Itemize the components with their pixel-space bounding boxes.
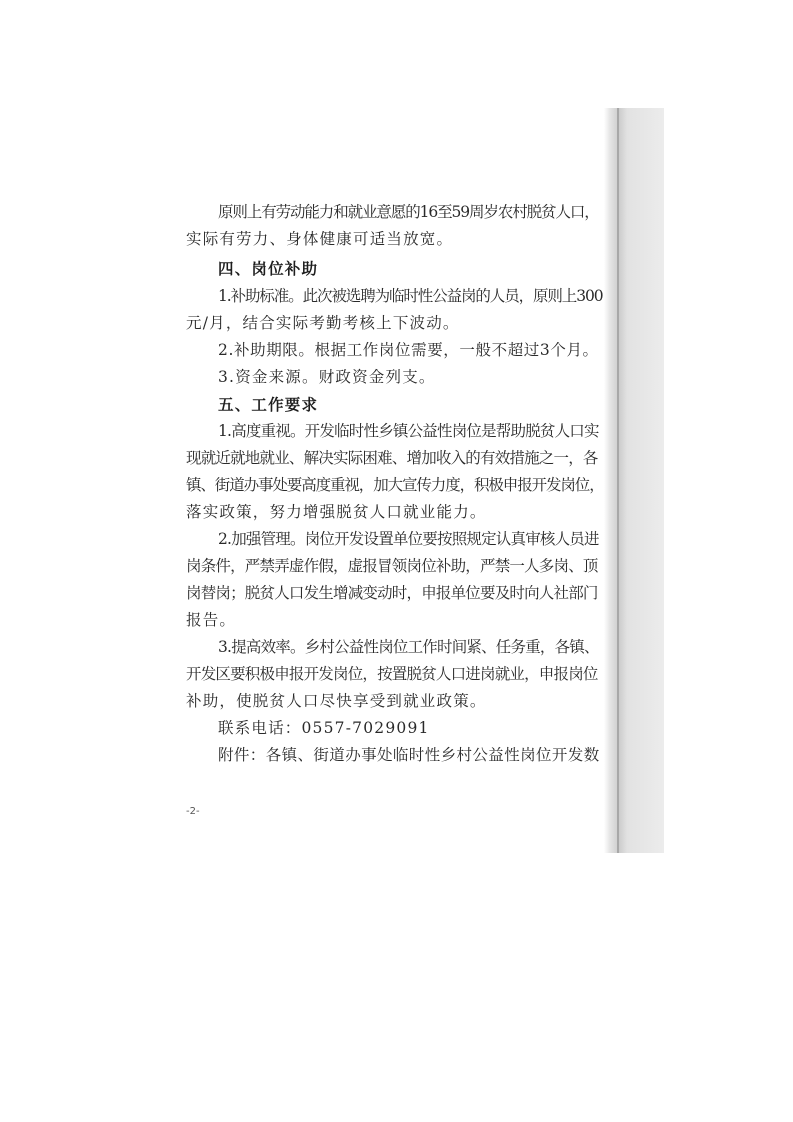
- paragraph-line: 3.资金来源。财政资金列支。: [218, 368, 436, 386]
- section-heading-5: 五、工作要求: [218, 396, 319, 414]
- paragraph-line: 补助，使脱贫人口尽快享受到就业政策。: [186, 692, 487, 710]
- page-number: -2-: [186, 806, 200, 817]
- paragraph-line: 落实政策，努力增强脱贫人口就业能力。: [186, 503, 487, 521]
- section-heading-4: 四、岗位补助: [218, 260, 319, 278]
- paragraph-line: 原则上有劳动能力和就业意愿的16至59周岁农村脱贫人口，: [218, 203, 599, 221]
- paragraph-line: 开发区要积极申报开发岗位，按置脱贫人口进岗就业，申报岗位: [186, 665, 598, 683]
- paragraph-line: 2.补助期限。根据工作岗位需要，一般不超过3个月。: [218, 341, 599, 359]
- paragraph-line: 3.提高效率。乡村公益性岗位工作时间紧、任务重，各镇、: [218, 638, 599, 656]
- paragraph-line: 2.加强管理。岗位开发设置单位要按照规定认真审核人员进: [218, 530, 599, 548]
- paragraph-line: 岗条件，严禁弄虚作假，虚报冒领岗位补助，严禁一人多岗、顶: [186, 557, 598, 575]
- paragraph-line: 报告。: [186, 611, 237, 629]
- contact-phone: 联系电话：0557-7029091: [218, 719, 430, 737]
- paragraph-line: 实际有劳力、身体健康可适当放宽。: [186, 230, 454, 248]
- paragraph-line: 镇、街道办事处要高度重视，加大宣传力度，积极申报开发岗位，: [186, 476, 604, 494]
- attachment-note: 附件：各镇、街道办事处临时性乡村公益性岗位开发数: [218, 746, 600, 764]
- paragraph-line: 1.高度重视。开发临时性乡镇公益性岗位是帮助脱贫人口实: [218, 422, 599, 440]
- paragraph-line: 现就近就地就业、解决实际困难、增加收入的有效措施之一，各: [186, 449, 598, 467]
- paragraph-line: 岗替岗；脱贫人口发生增减变动时，申报单位要及时向人社部门: [186, 584, 598, 602]
- paragraph-line: 1.补助标准。此次被选聘为临时性公益岗的人员，原则上300: [218, 287, 603, 305]
- paragraph-line: 元/月，结合实际考勤考核上下波动。: [186, 314, 460, 332]
